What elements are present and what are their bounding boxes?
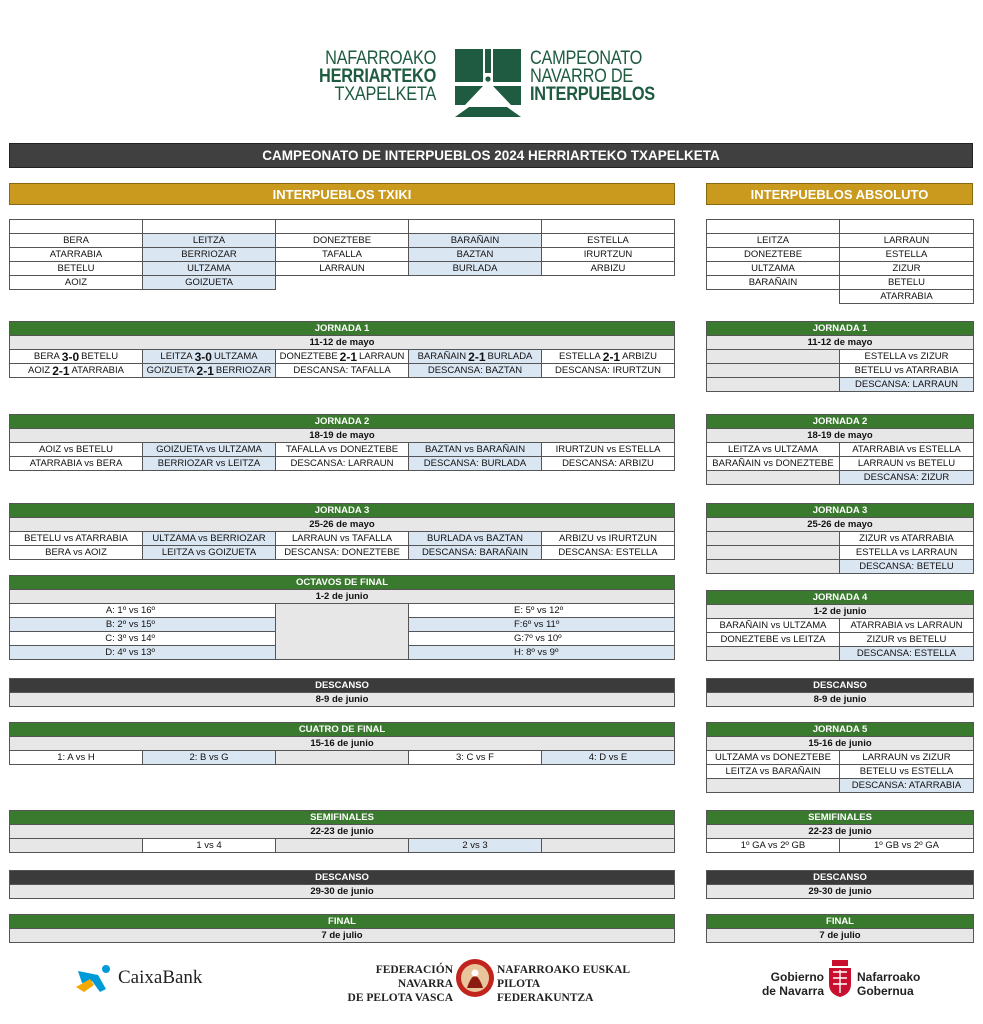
group-team: ZIZUR xyxy=(839,261,974,276)
match-result xyxy=(142,349,276,364)
match-fixture: BARAÑAIN vs DONEZTEBE xyxy=(706,456,840,471)
group-team: ESTELLA xyxy=(839,247,974,262)
match-score: 2-1 xyxy=(602,349,621,364)
semis-match: 2 vs 3 xyxy=(408,838,542,853)
group-team: BETELU xyxy=(9,261,143,276)
logo-line: TXAPELKETA xyxy=(334,84,437,105)
caixabank-star-icon xyxy=(76,963,114,993)
match-fixture: DESCANSA: BETELU xyxy=(839,559,974,574)
absoluto-heading: INTERPUEBLOS ABSOLUTO xyxy=(706,183,973,205)
group-header: GRUPO C xyxy=(275,219,409,234)
match-fixture: LEITZA vs ULTZAMA xyxy=(706,442,840,457)
match-fixture xyxy=(706,559,840,574)
group-team: ATARRABIA xyxy=(9,247,143,262)
pelota-court-logo-icon xyxy=(455,49,521,117)
match-fixture: BURLADA vs BAZTAN xyxy=(408,531,542,546)
match-fixture: BARAÑAIN vs ULTZAMA xyxy=(706,618,840,633)
away-team: ARBIZU xyxy=(622,351,657,362)
match-result xyxy=(142,363,276,378)
federacion-emblem-icon xyxy=(455,958,495,998)
round-title: SEMIFINALES xyxy=(9,810,675,825)
away-team: LARRAUN xyxy=(359,351,405,362)
round-title: CUATRO DE FINAL xyxy=(9,722,675,737)
round-title: JORNADA 1 xyxy=(706,321,974,336)
match-score: 2-1 xyxy=(339,349,357,364)
group-team: ULTZAMA xyxy=(142,261,276,276)
match-fixture: ZIZUR vs BETELU xyxy=(839,632,974,647)
round-date: 7 de julio xyxy=(9,928,675,943)
match-score: 3-0 xyxy=(194,349,212,364)
group-team: BARAÑAIN xyxy=(706,275,840,290)
octavos-match: F:6º vs 11º xyxy=(408,617,675,632)
match-fixture xyxy=(706,778,840,793)
group-header: GRUPO B xyxy=(839,219,974,234)
round-date: 7 de julio xyxy=(706,928,974,943)
group-team: TAFALLA xyxy=(275,247,409,262)
group-team: BAZTAN xyxy=(408,247,542,262)
octavos-match: C: 3º vs 14º xyxy=(9,631,276,646)
round-title: FINAL xyxy=(9,914,675,929)
federacion-line: DE PELOTA VASCA xyxy=(347,992,453,1004)
group-team: DONEZTEBE xyxy=(706,247,840,262)
home-team: GOIZUETA xyxy=(146,365,195,376)
match-fixture xyxy=(706,377,840,392)
round-date: 15-16 de junio xyxy=(706,736,974,751)
match-fixture: ULTZAMA vs BERRIOZAR xyxy=(142,531,276,546)
match-fixture: ULTZAMA vs DONEZTEBE xyxy=(706,750,840,765)
round-date: 22-23 de junio xyxy=(706,824,974,839)
away-team: BERRIOZAR xyxy=(215,365,272,376)
octavos-match: G:7º vs 10º xyxy=(408,631,675,646)
octavos-match: E: 5º vs 12º xyxy=(408,603,675,618)
page-title: CAMPEONATO DE INTERPUEBLOS 2024 HERRIARTEKO TXAPELKETA xyxy=(9,143,973,168)
group-team: BERA xyxy=(9,233,143,248)
away-team: ATARRABIA xyxy=(71,365,124,376)
logo-line: NAVARRO DE xyxy=(530,66,634,87)
away-team: BETELU xyxy=(81,351,119,362)
group-header: GRUPO A xyxy=(9,219,143,234)
match-fixture xyxy=(706,545,840,560)
octavos-gap xyxy=(275,603,409,660)
semis-match xyxy=(275,838,409,853)
match-fixture: ATARRABIA vs LARRAUN xyxy=(839,618,974,633)
federacion-text-spanish xyxy=(318,963,453,1005)
group-header: GRUPO E xyxy=(541,219,675,234)
round-date: 8-9 de junio xyxy=(706,692,974,707)
rest-team: DESCANSA: TAFALLA xyxy=(275,363,409,378)
cuartos-match: 2: B vs G xyxy=(142,750,276,765)
match-fixture: DESCANSA: DONEZTEBE xyxy=(275,545,409,560)
match-fixture: BETELU vs ATARRABIA xyxy=(839,363,974,378)
match-result xyxy=(9,363,143,378)
match-fixture: DESCANSA: ATARRABIA xyxy=(839,778,974,793)
match-fixture: DESCANSA: ESTELLA xyxy=(839,646,974,661)
home-team: DONEZTEBE xyxy=(279,351,338,362)
match-score: 2-1 xyxy=(468,349,486,364)
match-fixture: LEITZA vs GOIZUETA xyxy=(142,545,276,560)
match-result xyxy=(408,349,542,364)
cuartos-match: 3: C vs F xyxy=(408,750,542,765)
round-date: 8-9 de junio xyxy=(9,692,675,707)
home-team: AOIZ xyxy=(28,365,51,376)
logo-line: CAMPEONATO xyxy=(530,48,643,69)
round-date: 11-12 de mayo xyxy=(706,335,974,350)
semis-match: 1 vs 4 xyxy=(142,838,276,853)
round-date: 25-26 de mayo xyxy=(9,517,675,532)
logo-line: NAFARROAKO xyxy=(325,48,437,69)
match-fixture xyxy=(706,349,840,364)
match-fixture: DESCANSA: ESTELLA xyxy=(541,545,675,560)
match-fixture: DESCANSA: LARRAUN xyxy=(839,377,974,392)
group-header: GRUPO D xyxy=(408,219,542,234)
match-fixture: AOIZ vs BETELU xyxy=(9,442,143,457)
gobierno-line: de Navarra xyxy=(761,984,824,998)
group-team: ATARRABIA xyxy=(839,289,974,304)
match-result xyxy=(541,349,675,364)
gobierno-text-spanish xyxy=(752,970,824,998)
round-title: FINAL xyxy=(706,914,974,929)
gobierno-text-basque xyxy=(857,970,937,998)
match-fixture: DESCANSA: LARRAUN xyxy=(275,456,409,471)
round-date: 18-19 de mayo xyxy=(9,428,675,443)
match-fixture: LEITZA vs BARAÑAIN xyxy=(706,764,840,779)
match-fixture: GOIZUETA vs ULTZAMA xyxy=(142,442,276,457)
home-team: ESTELLA xyxy=(559,351,601,362)
round-title: DESCANSO xyxy=(706,870,974,885)
match-fixture: DONEZTEBE vs LEITZA xyxy=(706,632,840,647)
federacion-line: PILOTA FEDERAKUNTZA xyxy=(497,978,594,1004)
match-fixture: BAZTAN vs BARAÑAIN xyxy=(408,442,542,457)
match-fixture: ESTELLA vs LARRAUN xyxy=(839,545,974,560)
group-team: LEITZA xyxy=(142,233,276,248)
group-team: AOIZ xyxy=(9,275,143,290)
round-title: DESCANSO xyxy=(9,678,675,693)
caixabank-logo xyxy=(76,963,202,993)
round-date: 29-30 de junio xyxy=(706,884,974,899)
match-fixture xyxy=(706,531,840,546)
federacion-line: NAFARROAKO EUSKAL xyxy=(497,964,631,976)
group-team: BARAÑAIN xyxy=(408,233,542,248)
group-team: BERRIOZAR xyxy=(142,247,276,262)
group-header: GRUPO A xyxy=(706,219,840,234)
gobierno-line: Gobernua xyxy=(857,984,914,998)
match-fixture: LARRAUN vs BETELU xyxy=(839,456,974,471)
match-fixture: TAFALLA vs DONEZTEBE xyxy=(275,442,409,457)
match-fixture: BETELU vs ATARRABIA xyxy=(9,531,143,546)
match-score: 3-0 xyxy=(61,349,80,364)
match-fixture: DESCANSA: BURLADA xyxy=(408,456,542,471)
group-team: DONEZTEBE xyxy=(275,233,409,248)
round-date: 22-23 de junio xyxy=(9,824,675,839)
round-date: 25-26 de mayo xyxy=(706,517,974,532)
round-title: JORNADA 5 xyxy=(706,722,974,737)
round-title: OCTAVOS DE FINAL xyxy=(9,575,675,590)
match-fixture xyxy=(706,363,840,378)
match-fixture: DESCANSA: BARAÑAIN xyxy=(408,545,542,560)
group-team: BURLADA xyxy=(408,261,542,276)
match-fixture: ZIZUR vs ATARRABIA xyxy=(839,531,974,546)
group-team: ARBIZU xyxy=(541,261,675,276)
gobierno-line: Gobierno xyxy=(770,970,824,984)
federacion-text-basque xyxy=(497,963,637,1005)
match-score: 2-1 xyxy=(196,363,214,378)
gobierno-line: Nafarroako xyxy=(857,970,921,984)
match-fixture: BERRIOZAR vs LEITZA xyxy=(142,456,276,471)
match-fixture: BETELU vs ESTELLA xyxy=(839,764,974,779)
round-title: DESCANSO xyxy=(9,870,675,885)
cuartos-match: 1: A vs H xyxy=(9,750,143,765)
match-result xyxy=(9,349,143,364)
federacion-line: FEDERACIÓN NAVARRA xyxy=(375,964,453,990)
round-date: 18-19 de mayo xyxy=(706,428,974,443)
round-date: 1-2 de junio xyxy=(706,604,974,619)
rest-team: DESCANSA: BAZTAN xyxy=(408,363,542,378)
group-team: ESTELLA xyxy=(541,233,675,248)
cuartos-match xyxy=(275,750,409,765)
round-title: JORNADA 2 xyxy=(706,414,974,429)
round-date: 15-16 de junio xyxy=(9,736,675,751)
match-fixture: BERA vs AOIZ xyxy=(9,545,143,560)
txiki-heading: INTERPUEBLOS TXIKI xyxy=(9,183,675,205)
match-fixture: ESTELLA vs ZIZUR xyxy=(839,349,974,364)
group-team: GOIZUETA xyxy=(142,275,276,290)
home-team: LEITZA xyxy=(160,351,193,362)
match-score: 2-1 xyxy=(52,363,70,378)
semis-match: 1º GB vs 2º GA xyxy=(839,838,974,853)
match-fixture: LARRAUN vs ZIZUR xyxy=(839,750,974,765)
round-title: JORNADA 3 xyxy=(9,503,675,518)
round-title: DESCANSO xyxy=(706,678,974,693)
logo-text-basque xyxy=(319,50,436,104)
semis-match: 1º GA vs 2º GB xyxy=(706,838,840,853)
round-date: 11-12 de mayo xyxy=(9,335,675,350)
group-team: ULTZAMA xyxy=(706,261,840,276)
match-fixture xyxy=(706,470,840,485)
group-header: GRUPO B xyxy=(142,219,276,234)
match-fixture: ATARRABIA vs BERA xyxy=(9,456,143,471)
navarra-coat-of-arms-icon xyxy=(826,960,854,998)
semis-match xyxy=(541,838,675,853)
round-title: JORNADA 4 xyxy=(706,590,974,605)
caixabank-text: CaixaBank xyxy=(118,967,203,988)
group-team: LARRAUN xyxy=(839,233,974,248)
logo-line: HERRIARTEKO xyxy=(319,66,437,87)
home-team: BERA xyxy=(33,351,60,362)
away-team: ULTZAMA xyxy=(213,351,258,362)
cuartos-match: 4: D vs E xyxy=(541,750,675,765)
match-fixture: DESCANSA: ARBIZU xyxy=(541,456,675,471)
semis-match xyxy=(9,838,143,853)
group-team: LARRAUN xyxy=(275,261,409,276)
match-fixture: ARBIZU vs IRURTZUN xyxy=(541,531,675,546)
match-fixture: IRURTZUN vs ESTELLA xyxy=(541,442,675,457)
round-date: 29-30 de junio xyxy=(9,884,675,899)
home-team: BARAÑAIN xyxy=(417,351,467,362)
octavos-match: B: 2º vs 15º xyxy=(9,617,276,632)
octavos-match: A: 1º vs 16º xyxy=(9,603,276,618)
octavos-match: D: 4º vs 13º xyxy=(9,645,276,660)
round-title: JORNADA 3 xyxy=(706,503,974,518)
logo-line: INTERPUEBLOS xyxy=(530,84,655,105)
match-fixture: ATARRABIA vs ESTELLA xyxy=(839,442,974,457)
match-fixture: LARRAUN vs TAFALLA xyxy=(275,531,409,546)
group-team: IRURTZUN xyxy=(541,247,675,262)
match-fixture xyxy=(706,646,840,661)
logo-text-spanish xyxy=(530,50,655,104)
match-fixture: DESCANSA: ZIZUR xyxy=(839,470,974,485)
group-team: BETELU xyxy=(839,275,974,290)
round-title: JORNADA 2 xyxy=(9,414,675,429)
away-team: BURLADA xyxy=(487,351,533,362)
group-team: LEITZA xyxy=(706,233,840,248)
match-result xyxy=(275,349,409,364)
octavos-match: H: 8º vs 9º xyxy=(408,645,675,660)
rest-team: DESCANSA: IRURTZUN xyxy=(541,363,675,378)
round-title: SEMIFINALES xyxy=(706,810,974,825)
round-date: 1-2 de junio xyxy=(9,589,675,604)
round-title: JORNADA 1 xyxy=(9,321,675,336)
